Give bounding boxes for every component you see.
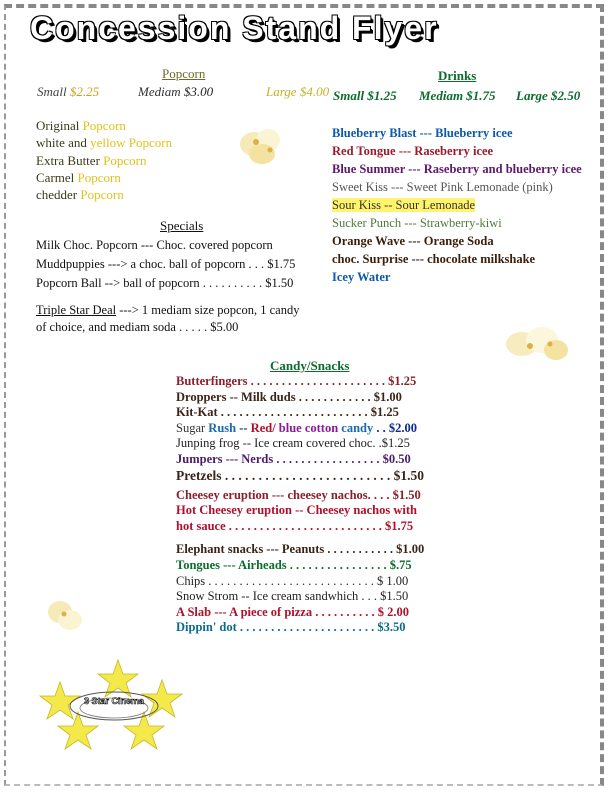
popcorn-header: Popcorn <box>162 66 206 81</box>
list-item: Droppers -- Milk duds . . . . . . . . . . . . $1.00 <box>176 389 402 404</box>
popcorn-medium-price: Mediam $3.00 <box>138 84 214 99</box>
triple-star-deal: Triple Star Deal ---> 1 mediam size popcon, 1 candy of choice, and mediam soda . . . . . $5.00 <box>36 303 300 334</box>
list-item: Snow Strom -- Ice cream sandwhich . . . $1.50 <box>176 589 409 604</box>
list-item: Blueberry Blast --- Blueberry icee <box>332 126 513 140</box>
list-item: Original Popcorn <box>36 118 126 133</box>
list-item: Sour Kiss -- Sour Lemonade <box>332 198 476 212</box>
logo-text: 3 Star Cinema <box>83 696 145 706</box>
list-item: Icey Water <box>332 270 391 284</box>
triple-star-deal-title: Triple Star Deal <box>36 303 117 317</box>
candy-header: Candy/Snacks <box>270 358 350 373</box>
list-item: Chips . . . . . . . . . . . . . . . . . . . . . . . . . . . $ 1.00 <box>176 573 409 588</box>
list-item: Carmel Popcorn <box>36 169 121 185</box>
list-item: Sweet Kiss --- Sweet Pink Lemonade (pink) <box>332 180 553 194</box>
drinks-medium-price: Mediam $1.75 <box>419 88 496 103</box>
list-item: Tongues --- Airheads . . . . . . . . . . . . . . . . $.75 <box>176 557 412 572</box>
popcorn-large-price: Large $4.00 <box>266 84 330 99</box>
candy-list <box>176 374 424 636</box>
list-item: Muddpuppies ---> a choc. ball of popcorn . . . $1.75 <box>36 257 296 271</box>
popcorn-flavor-list <box>36 117 172 203</box>
list-item: white and yellow Popcorn <box>36 135 173 151</box>
list-item: A Slab --- A piece of pizza . . . . . . . . . . $ 2.00 <box>176 604 409 619</box>
list-item: choc. Surprise --- chocolate milkshake <box>332 252 536 266</box>
list-item: hot sauce . . . . . . . . . . . . . . . . . . . . . . . . . $1.75 <box>176 518 414 533</box>
specials-header: Specials <box>160 218 204 233</box>
drinks-large-price: Large $2.50 <box>516 88 581 103</box>
list-item: Jumpers --- Nerds . . . . . . . . . . . . . . . . . $0.50 <box>176 451 411 466</box>
specials-list <box>36 236 295 293</box>
page-title: Concession Stand Flyer <box>30 10 439 46</box>
popcorn-image-icon <box>500 320 572 366</box>
list-item: Hot Cheesey eruption -- Cheesey nachos with <box>176 503 417 518</box>
drinks-list <box>332 124 582 286</box>
popcorn-small-price: Small $2.25 <box>37 84 100 99</box>
spacer <box>176 534 424 542</box>
list-item: chedder Popcorn <box>36 187 124 203</box>
list-item: Sucker Punch --- Strawberry-kiwi <box>332 216 502 230</box>
three-star-cinema-logo <box>38 658 188 750</box>
list-item: Cheesey eruption --- cheesey nachos. . . . $1.50 <box>176 487 421 502</box>
list-item: Dippin' dot . . . . . . . . . . . . . . . . . . . . . . $3.50 <box>176 620 406 635</box>
list-item: Popcorn Ball --> ball of popcorn . . . . . . . . . . $1.50 <box>36 276 294 290</box>
list-item: Orange Wave --- Orange Soda <box>332 234 494 248</box>
list-item: Milk Choc. Popcorn --- Choc. covered popcorn <box>36 238 273 252</box>
list-item: Elephant snacks --- Peanuts . . . . . . . . . . . $1.00 <box>176 542 425 557</box>
list-item: Junping frog -- Ice cream covered choc. .$1.25 <box>176 436 410 451</box>
drinks-header: Drinks <box>438 68 477 83</box>
list-item: Kit-Kat . . . . . . . . . . . . . . . . . . . . . . . . $1.25 <box>176 405 399 420</box>
list-item: Butterfingers . . . . . . . . . . . . . . . . . . . . . . $1.25 <box>176 374 417 388</box>
list-item: Pretzels . . . . . . . . . . . . . . . . . . . . . . . . . $1.50 <box>176 467 424 483</box>
list-item: Extra Butter Popcorn <box>36 152 147 168</box>
popcorn-image-icon <box>234 122 290 170</box>
popcorn-image-icon <box>42 592 88 638</box>
drinks-small-price: Small $1.25 <box>333 88 397 103</box>
list-item: Red Tongue --- Raseberry icee <box>332 144 494 158</box>
list-item: Blue Summer --- Raseberry and blueberry icee <box>332 162 582 176</box>
list-item: Sugar Rush -- Red/ blue cotton candy . . $2.00 <box>176 420 417 435</box>
